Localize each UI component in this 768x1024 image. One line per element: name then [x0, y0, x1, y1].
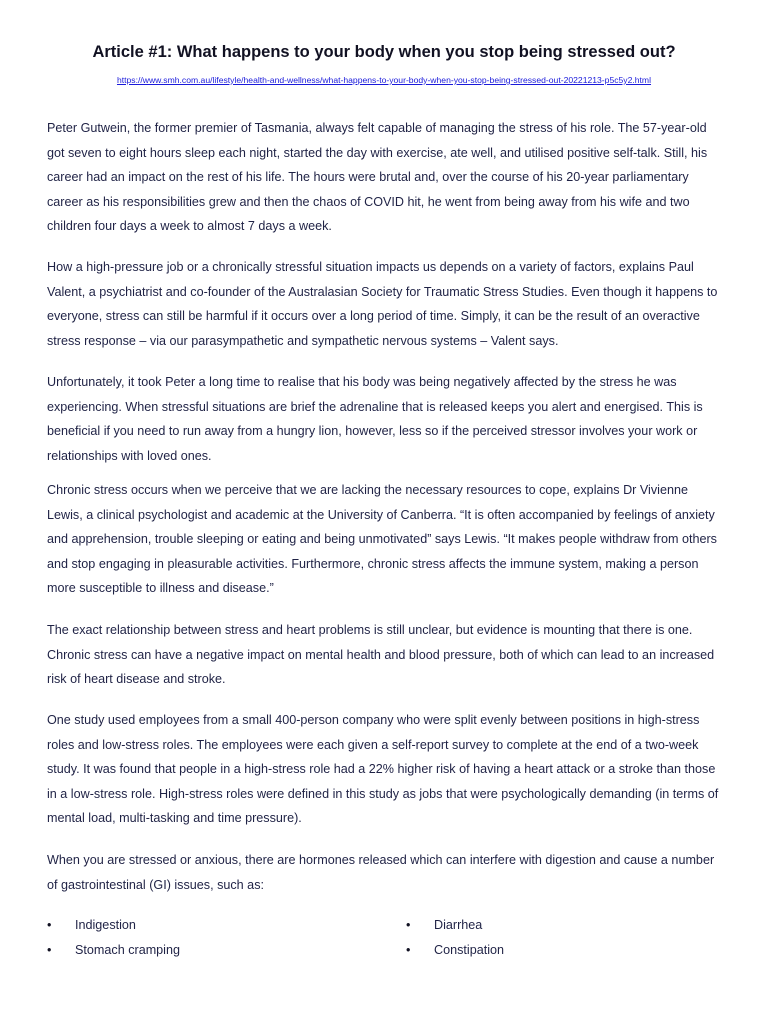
symptom-list-left [47, 913, 180, 962]
list-item: • Stomach cramping [47, 938, 180, 963]
article-title: Article #1: What happens to your body when you stop being stressed out? [92, 43, 676, 61]
paragraph-2: How a high-pressure job or a chronically stressful situation impacts us depends on a variety of factors, explains Paul Valent, a psychiatrist and co-founder of the Australasian Society for Traumatic Stress Studies. Even though it happens to everyone, stress can still be harmful if it occurs over a long period of time. Simply, it can be the result of an overactive stress response – via our parasympathetic and sympathetic nervous systems – Valent says. [47, 260, 718, 348]
paragraph-7: When you are stressed or anxious, there are hormones released which can interfere with digestion and cause a number of gastrointestinal (GI) issues, such as: [47, 853, 715, 892]
list-item: • Indigestion [47, 913, 180, 938]
paragraph-5: The exact relationship between stress and heart problems is still unclear, but evidence is mounting that there is one. Chronic stress can have a negative impact on mental health and blood pressure, both of which can lead to an increased risk of heart disease and stroke. [47, 623, 715, 686]
paragraph-4: Chronic stress occurs when we perceive that we are lacking the necessary resources to cope, explains Dr Vivienne Lewis, a clinical psychologist and academic at the University of Canberra. “It is often accompanied by feelings of anxiety and apprehension, trouble sleeping or eating and being unmotivated” says Lewis. “It makes people withdraw from others and stop engaging in pleasurable activities. Furthermore, chronic stress affects the immune system, making a person more susceptible to illness and disease.” [47, 483, 717, 595]
article-source-link[interactable]: https://www.smh.com.au/lifestyle/health-and-wellness/what-happens-to-your-body-when-you-stop-being-stressed-out-20221213-p5c5y2.html [116, 75, 652, 85]
list-item: • Constipation [406, 938, 504, 963]
paragraph-1: Peter Gutwein, the former premier of Tasmania, always felt capable of managing the stress of his role. The 57-year-old got seven to eight hours sleep each night, started the day with exercise, ate well, and utilised positive self-talk. Still, his career had an impact on the rest of his life. The hours were brutal and, over the course of his 20-year parliamentary career as his responsibilities grew and then the chaos of COVID hit, he went from being away from his wife and two children four days a week to almost 7 days a week. [47, 121, 708, 233]
list-item: • Diarrhea [406, 913, 504, 938]
symptom-list-right [406, 913, 504, 962]
paragraph-3: Unfortunately, it took Peter a long time to realise that his body was being negatively affected by the stress he was experiencing. When stressful situations are brief the adrenaline that is released keeps you alert and energised. This is beneficial if you need to run away from a hungry lion, however, less so if the perceived stressor involves your work or relationships with loved ones. [47, 375, 703, 463]
paragraph-6: One study used employees from a small 400-person company who were split evenly between positions in high-stress roles and low-stress roles. The employees were each given a self-report survey to complete at the end of a two-week study. It was found that people in a high-stress role had a 22% higher risk of having a heart attack or a stroke than those in a low-stress role. High-stress roles were defined in this study as jobs that were psychologically demanding (in terms of mental load, multi-tasking and time pressure). [47, 713, 719, 825]
